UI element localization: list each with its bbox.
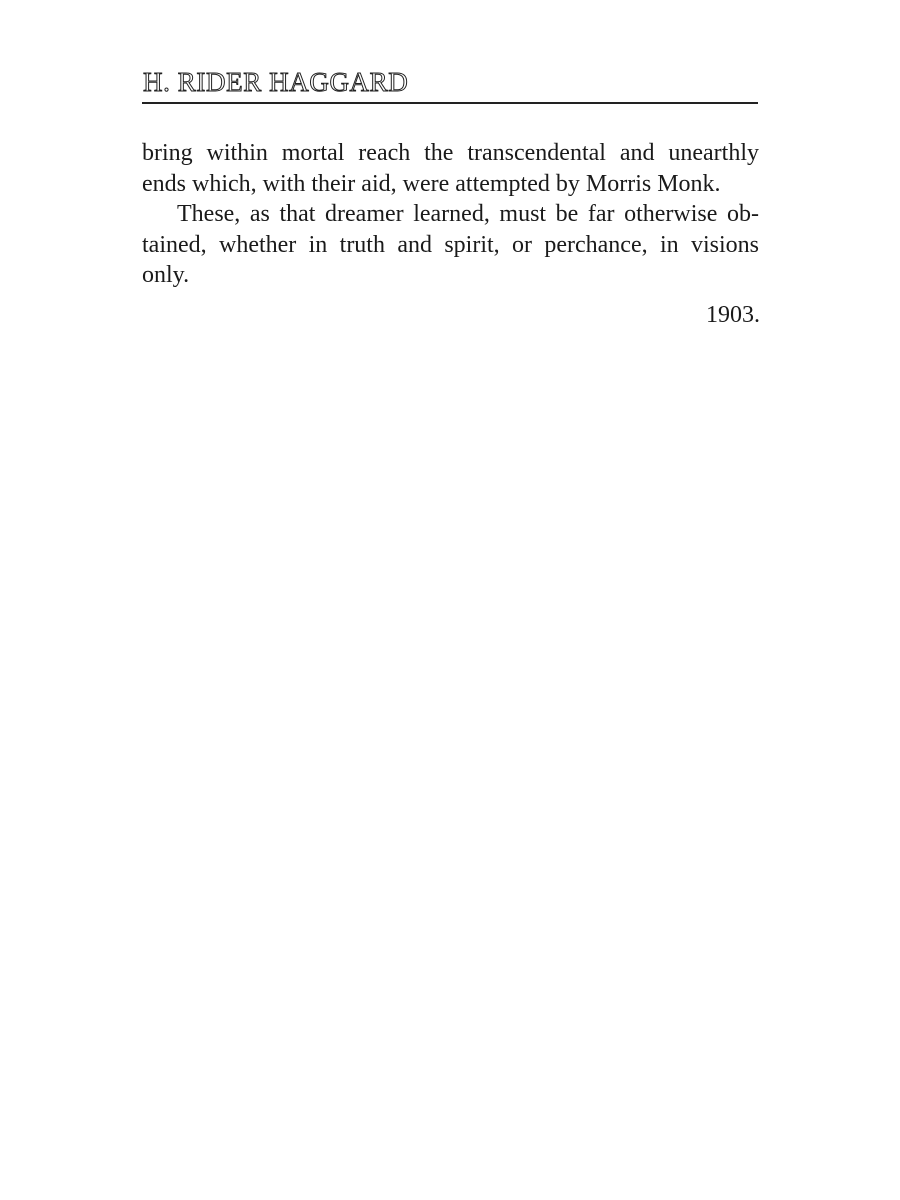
running-head-author: H. RIDER HAGGARD [143, 67, 409, 97]
date-signoff: 1903. [706, 302, 760, 328]
paragraph-first-line: These, as that dreamer learned, must be far otherwise ob- [177, 201, 759, 227]
text-line: tained, whether in truth and spirit, or perchance, in visions [142, 231, 759, 258]
text-line: ends which, with their aid, were attempted by Morris Monk. [142, 170, 721, 197]
text-line: only. [142, 262, 190, 288]
text-line: bring within mortal reach the transcendental and unearthly [142, 140, 759, 166]
running-head [142, 66, 758, 104]
body-text [142, 138, 759, 291]
